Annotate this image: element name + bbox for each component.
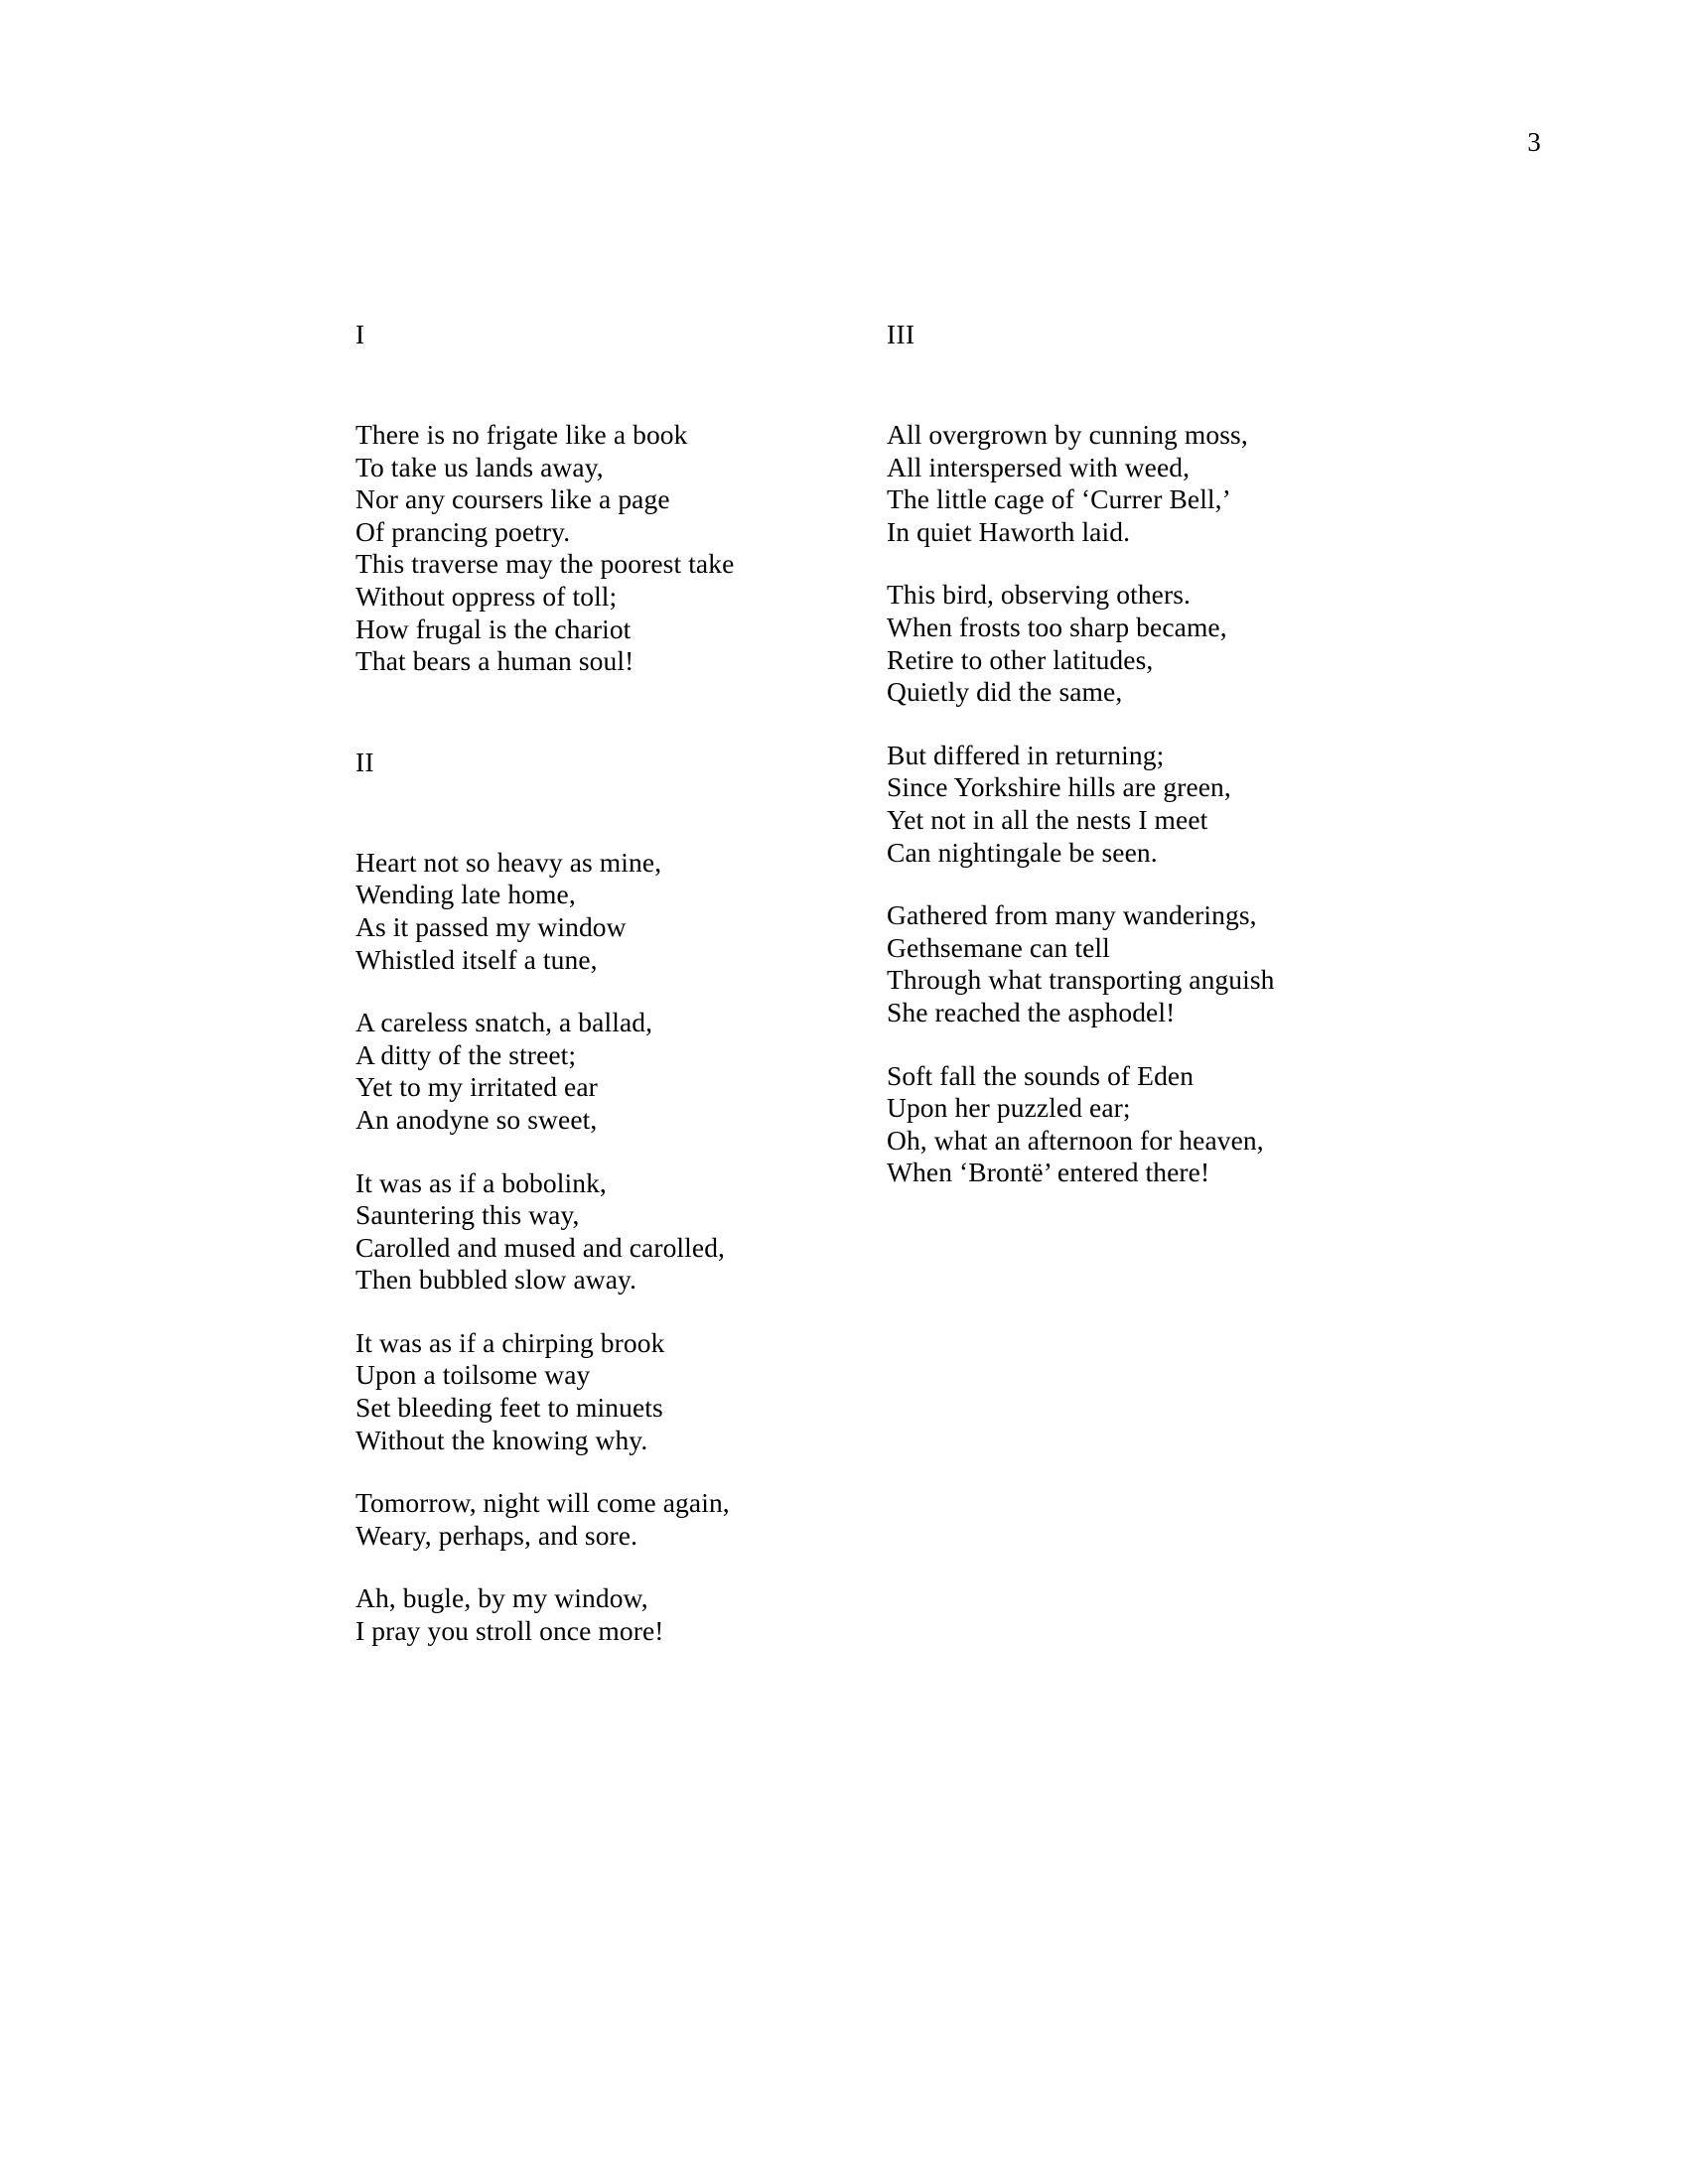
poem-line: All interspersed with weed, <box>887 451 1191 482</box>
stanza <box>355 1487 872 1552</box>
poem-line: Heart not so heavy as mine, <box>355 846 662 878</box>
poem-line: Sauntering this way, <box>355 1199 580 1231</box>
poem-line: Yet not in all the nests I meet <box>887 803 1208 835</box>
poem-line: Set bleeding feet to minuets <box>355 1392 663 1424</box>
poem-line: Tomorrow, night will come again, <box>355 1487 730 1519</box>
poem-line: A careless snatch, a ballad, <box>355 1007 653 1038</box>
poem-line: That bears a human soul! <box>355 645 634 677</box>
poem-line: Retire to other latitudes, <box>887 643 1154 675</box>
stanza <box>887 899 1413 1028</box>
poem-line: How frugal is the chariot <box>355 613 632 644</box>
poem-line: Ah, bugle, by my window, <box>355 1582 648 1614</box>
section-number-iii: III <box>887 320 915 349</box>
poem-line: A ditty of the street; <box>355 1038 577 1070</box>
poem-line: It was as if a chirping brook <box>355 1326 665 1358</box>
stanza <box>355 1582 872 1647</box>
poem-line: Then bubbled slow away. <box>355 1264 637 1296</box>
stanza <box>887 740 1413 869</box>
poem-line: An anodyne so sweet, <box>355 1103 598 1135</box>
section-number-ii: II <box>355 747 374 777</box>
poem-line: Yet to my irritated ear <box>355 1071 598 1103</box>
stanza <box>355 1007 872 1136</box>
poem-line: Of prancing poetry. <box>355 515 571 547</box>
poem-line: But differed in returning; <box>887 739 1165 770</box>
poem-line: In quiet Haworth laid. <box>887 515 1131 547</box>
poem-line: Upon a toilsome way <box>355 1359 591 1391</box>
poem-section-iii <box>887 318 1413 1189</box>
poem-line: Through what transporting anguish <box>887 964 1275 996</box>
poem-line: Since Yorkshire hills are green, <box>887 771 1231 803</box>
poem-line: As it passed my window <box>355 910 627 942</box>
poem-line: Soft fall the sounds of Eden <box>887 1059 1195 1091</box>
poem-line: The little cage of ‘Currer Bell,’ <box>887 483 1231 515</box>
poem-line: She reached the asphodel! <box>887 996 1176 1027</box>
poem-line: Gethsemane can tell <box>887 931 1110 963</box>
poem-line: Wending late home, <box>355 879 576 910</box>
poem-line: I pray you stroll once more! <box>355 1615 664 1647</box>
stanza <box>355 847 872 976</box>
poem-line: Quietly did the same, <box>887 676 1123 708</box>
section-number-i: I <box>355 320 365 349</box>
column-right <box>887 318 1413 1189</box>
poem-line: Without oppress of toll; <box>355 580 618 612</box>
poem-line: Oh, what an afternoon for heaven, <box>887 1124 1264 1156</box>
poem-line: Weary, perhaps, and sore. <box>355 1519 638 1551</box>
stanza <box>355 1327 872 1456</box>
stanza <box>355 1167 872 1297</box>
poem-line: There is no frigate like a book <box>355 419 688 450</box>
poem-line: This traverse may the poorest take <box>355 548 735 580</box>
poem-line: Without the knowing why. <box>355 1424 648 1455</box>
poem-section-ii <box>355 746 872 1648</box>
stanza <box>355 419 872 678</box>
column-left <box>355 318 872 1648</box>
poem-line: Upon her puzzled ear; <box>887 1092 1131 1124</box>
poem-line: Can nightingale be seen. <box>887 836 1158 868</box>
poem-line: Whistled itself a tune, <box>355 943 598 975</box>
poem-line: When ‘Brontë’ entered there! <box>887 1157 1210 1188</box>
stanza <box>887 579 1413 708</box>
poem-line: Carolled and mused and carolled, <box>355 1231 726 1263</box>
stanza <box>887 419 1413 548</box>
poem-line: Nor any coursers like a page <box>355 483 670 515</box>
poem-line: When frosts too sharp became, <box>887 611 1227 642</box>
poem-line: It was as if a bobolink, <box>355 1166 607 1198</box>
page-number: 3 <box>1527 127 1541 157</box>
poem-section-i <box>355 318 872 678</box>
poem-line: All overgrown by cunning moss, <box>887 419 1248 450</box>
poem-line: To take us lands away, <box>355 451 604 482</box>
poem-line: This bird, observing others. <box>887 579 1192 611</box>
poem-line: Gathered from many wanderings, <box>887 899 1257 931</box>
stanza <box>887 1060 1413 1189</box>
